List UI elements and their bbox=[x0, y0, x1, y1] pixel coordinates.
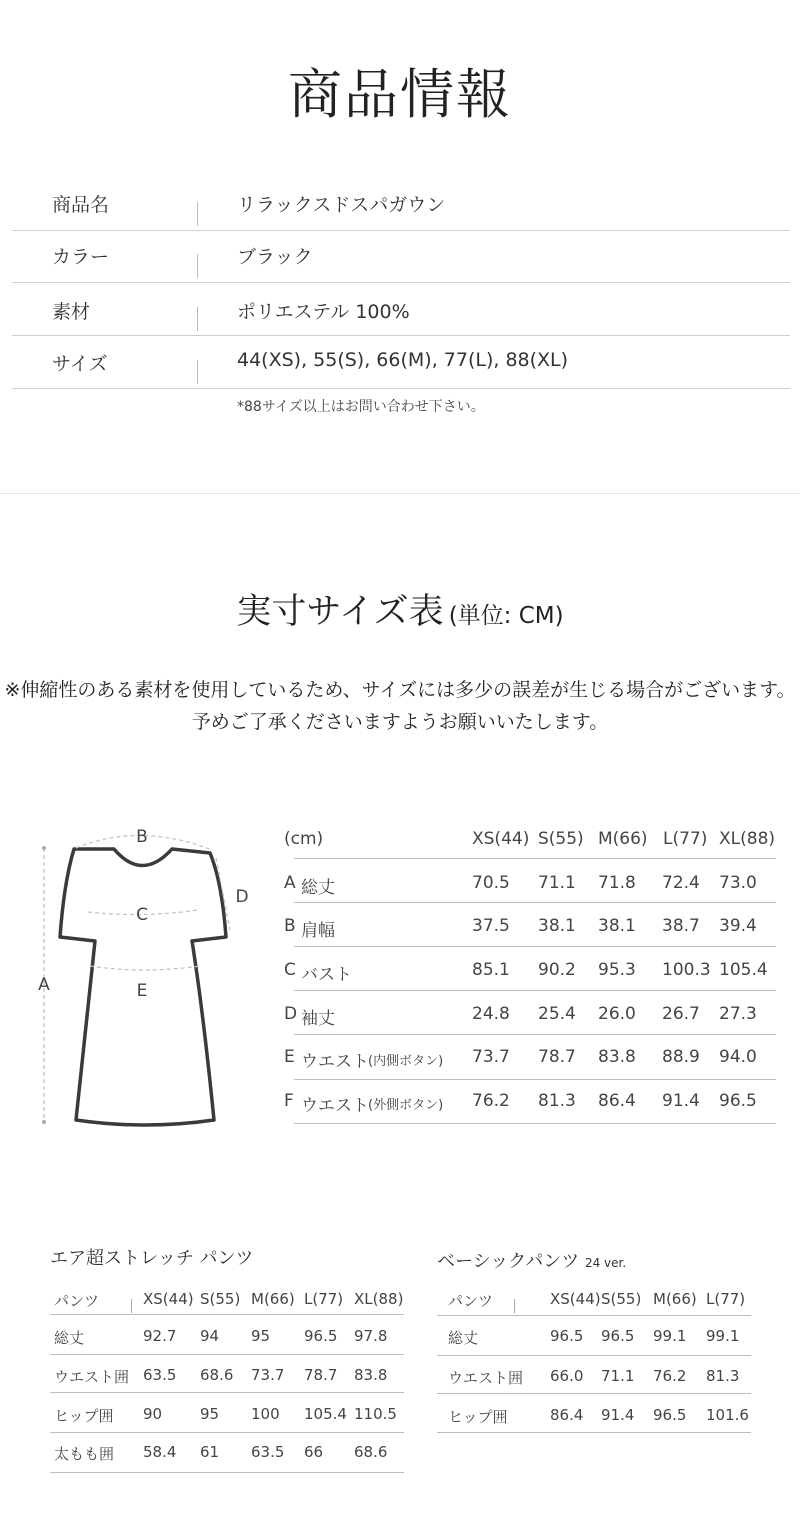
table-rule bbox=[437, 1315, 751, 1316]
table-rule bbox=[50, 1472, 404, 1473]
row-label: 総丈 bbox=[54, 1329, 85, 1347]
row-value: 76.2 bbox=[653, 1367, 687, 1385]
row-value: 83.8 bbox=[354, 1366, 388, 1384]
row-label: ヒップ囲 bbox=[54, 1407, 114, 1425]
row-value: 24.8 bbox=[472, 1004, 510, 1024]
row-label: ウエスト囲 bbox=[54, 1368, 130, 1386]
row-value: 78.7 bbox=[538, 1047, 576, 1067]
size-chart-heading: 実寸サイズ表 bbox=[236, 592, 444, 632]
row-value: 90.2 bbox=[538, 960, 576, 980]
info-label: 素材 bbox=[52, 301, 91, 323]
diagram-label-a: A bbox=[38, 975, 50, 995]
row-value: 73.7 bbox=[251, 1366, 285, 1384]
row-value: 73.0 bbox=[719, 873, 757, 893]
pants-header: XS(44) bbox=[143, 1290, 194, 1308]
size-chart-unit: (単位: CM) bbox=[448, 603, 564, 629]
row-value: 96.5 bbox=[550, 1327, 584, 1345]
table-header: XL(88) bbox=[719, 829, 776, 849]
table-header: (cm) bbox=[284, 829, 324, 849]
row-value: 26.0 bbox=[598, 1004, 636, 1024]
row-value: 38.1 bbox=[598, 916, 636, 936]
row-value: 71.1 bbox=[538, 873, 576, 893]
row-value: 96.5 bbox=[719, 1091, 757, 1111]
row-value: 100 bbox=[251, 1405, 280, 1423]
row-name: ウエスト bbox=[301, 1096, 369, 1116]
row-value: 71.1 bbox=[601, 1367, 635, 1385]
row-letter: F bbox=[284, 1091, 294, 1111]
measure-lines bbox=[44, 835, 230, 1122]
table-rule bbox=[294, 1034, 776, 1035]
table-rule bbox=[50, 1432, 404, 1433]
row-label: 太もも囲 bbox=[54, 1445, 115, 1463]
row-value: 25.4 bbox=[538, 1004, 576, 1024]
info-row-color bbox=[12, 230, 790, 283]
row-value: 88.9 bbox=[662, 1047, 700, 1067]
info-row-material bbox=[12, 283, 790, 336]
row-letter: C bbox=[284, 960, 296, 980]
caution-line-1: ※伸縮性のある素材を使用しているため、サイズには多少の誤差が生じる場合がございます。 bbox=[4, 679, 796, 701]
row-value: 97.8 bbox=[354, 1327, 388, 1345]
row-value: 99.1 bbox=[706, 1327, 740, 1345]
basic-pants-name: ベーシックパンツ bbox=[437, 1251, 580, 1272]
row-value: 66 bbox=[304, 1443, 324, 1461]
row-value: 94.0 bbox=[719, 1047, 757, 1067]
row-value: 105.4 bbox=[304, 1405, 347, 1423]
pants-header: パンツ bbox=[448, 1292, 494, 1310]
pants-header: M(66) bbox=[653, 1290, 697, 1308]
row-name: 肩幅 bbox=[301, 921, 335, 941]
row-name: ウエスト bbox=[301, 1052, 369, 1072]
row-name-sub: (内側ボタン) bbox=[368, 1054, 444, 1069]
row-value: 68.6 bbox=[354, 1443, 388, 1461]
table-rule bbox=[50, 1314, 404, 1315]
row-letter: E bbox=[284, 1047, 295, 1067]
diagram-label-b: B bbox=[136, 827, 148, 847]
row-value: 81.3 bbox=[706, 1367, 740, 1385]
table-header: S(55) bbox=[538, 829, 584, 849]
info-separator bbox=[197, 360, 198, 384]
row-value: 73.7 bbox=[472, 1047, 510, 1067]
info-row-name bbox=[12, 178, 790, 231]
table-header: M(66) bbox=[598, 829, 648, 849]
info-label: カラー bbox=[52, 246, 110, 268]
row-value: 86.4 bbox=[598, 1091, 636, 1111]
diagram-label-c: C bbox=[136, 905, 148, 925]
row-value: 39.4 bbox=[719, 916, 757, 936]
section-divider bbox=[0, 493, 800, 494]
row-value: 37.5 bbox=[472, 916, 510, 936]
table-rule bbox=[294, 1079, 776, 1080]
row-value: 95.3 bbox=[598, 960, 636, 980]
row-value: 76.2 bbox=[472, 1091, 510, 1111]
table-rule bbox=[50, 1392, 404, 1393]
diagram-label-d: D bbox=[235, 887, 249, 907]
row-value: 78.7 bbox=[304, 1366, 338, 1384]
row-value: 63.5 bbox=[251, 1443, 285, 1461]
pants-header: L(77) bbox=[706, 1290, 746, 1308]
basic-pants-version: 24 ver. bbox=[584, 1256, 627, 1270]
table-rule bbox=[294, 858, 776, 859]
row-value: 26.7 bbox=[662, 1004, 700, 1024]
row-value: 38.1 bbox=[538, 916, 576, 936]
air-pants-title: エア超ストレッチ パンツ bbox=[50, 1248, 254, 1269]
basic-pants-title bbox=[437, 1247, 626, 1273]
row-value: 105.4 bbox=[719, 960, 768, 980]
row-label: ヒップ囲 bbox=[448, 1408, 508, 1426]
row-name: 総丈 bbox=[301, 878, 335, 898]
size-chart-title bbox=[0, 584, 800, 634]
pants-header: S(55) bbox=[601, 1290, 642, 1308]
row-value: 72.4 bbox=[662, 873, 700, 893]
row-name-sub: (外側ボタン) bbox=[368, 1098, 444, 1113]
table-rule bbox=[437, 1432, 751, 1433]
row-value: 66.0 bbox=[550, 1367, 584, 1385]
row-value: 96.5 bbox=[653, 1406, 687, 1424]
info-separator bbox=[197, 202, 198, 226]
table-rule bbox=[294, 902, 776, 903]
row-value: 85.1 bbox=[472, 960, 510, 980]
table-rule bbox=[294, 990, 776, 991]
row-name: バスト bbox=[301, 965, 352, 985]
row-value: 27.3 bbox=[719, 1004, 757, 1024]
row-letter: B bbox=[284, 916, 296, 936]
table-rule bbox=[294, 1123, 776, 1124]
info-value: 44(XS), 55(S), 66(M), 77(L), 88(XL) bbox=[237, 349, 569, 371]
info-label: サイズ bbox=[52, 353, 108, 375]
info-value: リラックスドスパガウン bbox=[237, 194, 446, 216]
row-value: 91.4 bbox=[662, 1091, 700, 1111]
pants-header: XS(44) bbox=[550, 1290, 601, 1308]
info-value: ブラック bbox=[237, 246, 313, 268]
page-title: 商品情報 bbox=[288, 63, 512, 126]
row-value: 86.4 bbox=[550, 1406, 584, 1424]
row-value: 70.5 bbox=[472, 873, 510, 893]
row-letter: D bbox=[284, 1004, 298, 1024]
header-separator bbox=[514, 1299, 515, 1313]
info-separator bbox=[197, 307, 198, 331]
row-value: 94 bbox=[200, 1327, 220, 1345]
caution-line-2: 予めご了承くださいますようお願いいたします。 bbox=[191, 711, 609, 733]
row-value: 71.8 bbox=[598, 873, 636, 893]
row-name: 袖丈 bbox=[301, 1009, 335, 1029]
info-value: ポリエステル 100% bbox=[237, 301, 410, 323]
row-value: 95 bbox=[251, 1327, 271, 1345]
info-row-size bbox=[12, 336, 790, 389]
row-value: 68.6 bbox=[200, 1366, 234, 1384]
header-separator bbox=[131, 1299, 132, 1313]
row-label: ウエスト囲 bbox=[448, 1369, 524, 1387]
row-value: 91.4 bbox=[601, 1406, 635, 1424]
row-value: 61 bbox=[200, 1443, 220, 1461]
row-value: 110.5 bbox=[354, 1405, 397, 1423]
row-value: 83.8 bbox=[598, 1047, 636, 1067]
table-rule bbox=[437, 1393, 751, 1394]
size-note: *88サイズ以上はお問い合わせ下さい。 bbox=[237, 399, 485, 415]
info-label: 商品名 bbox=[52, 194, 110, 216]
row-value: 92.7 bbox=[143, 1327, 177, 1345]
info-separator bbox=[197, 254, 198, 278]
row-value: 38.7 bbox=[662, 916, 700, 936]
row-value: 95 bbox=[200, 1405, 220, 1423]
row-label: 総丈 bbox=[448, 1329, 479, 1347]
row-value: 63.5 bbox=[143, 1366, 177, 1384]
pants-header: M(66) bbox=[251, 1290, 295, 1308]
table-rule bbox=[437, 1355, 751, 1356]
diagram-label-e: E bbox=[136, 981, 148, 1001]
table-rule bbox=[294, 946, 776, 947]
pants-header: パンツ bbox=[54, 1292, 100, 1310]
row-letter: A bbox=[284, 873, 296, 893]
row-value: 90 bbox=[143, 1405, 163, 1423]
pants-header: L(77) bbox=[304, 1290, 344, 1308]
table-header: XS(44) bbox=[472, 829, 530, 849]
row-value: 99.1 bbox=[653, 1327, 687, 1345]
row-value: 96.5 bbox=[601, 1327, 635, 1345]
row-value: 81.3 bbox=[538, 1091, 576, 1111]
pants-header: S(55) bbox=[200, 1290, 241, 1308]
row-value: 96.5 bbox=[304, 1327, 338, 1345]
pants-header: XL(88) bbox=[354, 1290, 404, 1308]
row-value: 101.6 bbox=[706, 1406, 749, 1424]
row-value: 58.4 bbox=[143, 1443, 177, 1461]
table-header: L(77) bbox=[663, 829, 708, 849]
dress-diagram bbox=[30, 820, 260, 1140]
row-value: 100.3 bbox=[662, 960, 711, 980]
table-rule bbox=[50, 1354, 404, 1355]
